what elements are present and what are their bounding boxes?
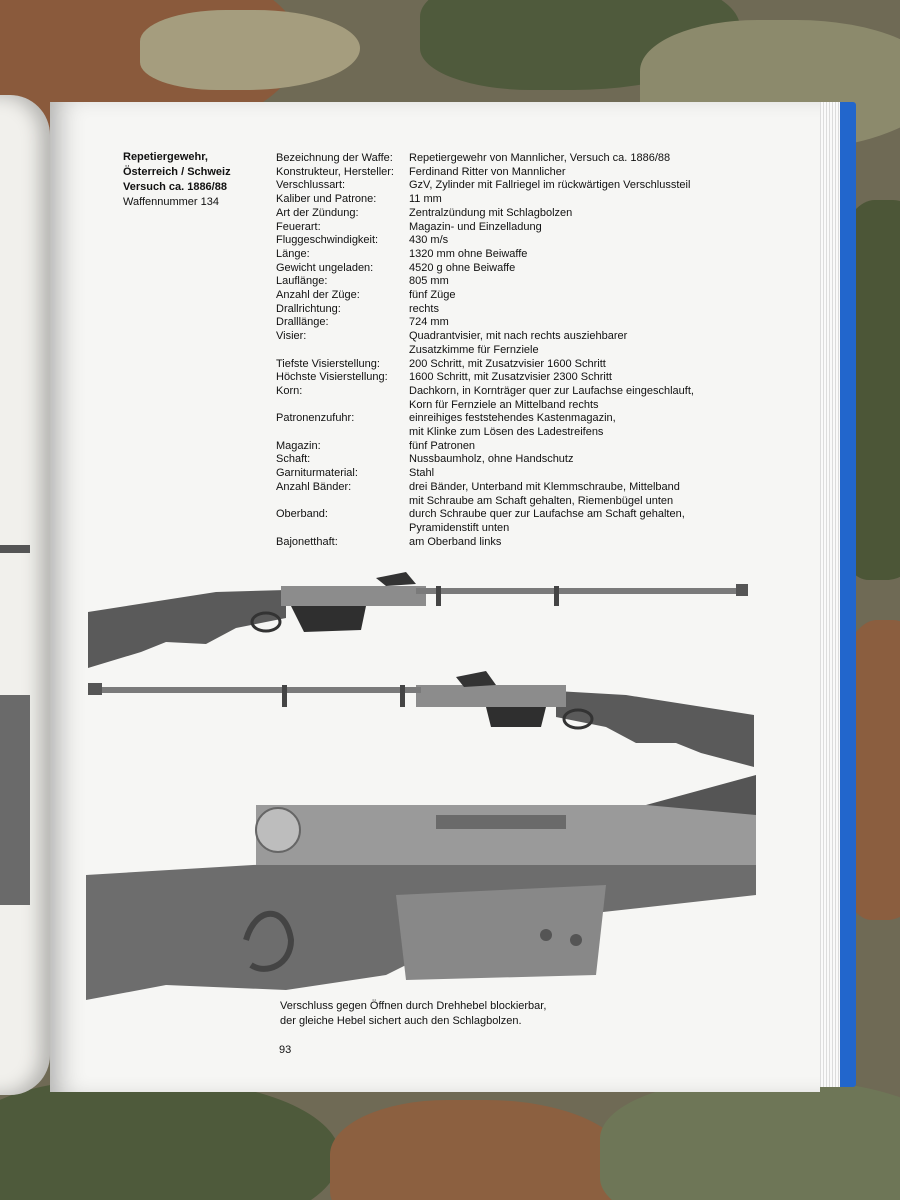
spec-label: Länge: [276, 247, 310, 260]
title-line-3: Versuch ca. 1886/88 [123, 181, 227, 193]
spec-label: Kaliber und Patrone: [276, 193, 377, 206]
spec-label: Oberband: [276, 508, 328, 521]
book-page [50, 102, 820, 1092]
spec-value: am Oberband links [409, 535, 502, 548]
spec-row [276, 481, 706, 495]
spec-value: einreihiges feststehendes Kastenmagazin, [409, 412, 616, 425]
spec-value: 4520 g ohne Beiwaffe [409, 261, 516, 274]
spec-label: Lauflänge: [276, 275, 328, 288]
spec-label: Visier: [276, 330, 307, 343]
spec-value: Zentralzündung mit Schlagbolzen [409, 206, 573, 219]
spec-row [276, 166, 706, 180]
rifle-photo-right-side [86, 572, 756, 672]
blue-book-cover-edge [840, 102, 856, 1087]
spec-row [276, 453, 706, 467]
spec-row [276, 508, 706, 522]
spec-label [276, 344, 409, 358]
spec-value: Ferdinand Ritter von Mannlicher [409, 165, 566, 178]
spec-value: 11 mm [409, 193, 442, 206]
spec-label: Bezeichnung der Waffe: [276, 152, 393, 164]
spec-label: Anzahl Bänder: [276, 480, 352, 493]
caption-line-2: der gleiche Hebel sichert auch den Schlagbolzen. [280, 1015, 522, 1027]
spec-row [276, 440, 706, 454]
spec-value: 805 mm [409, 275, 449, 288]
spec-row [276, 234, 706, 248]
spec-row [276, 344, 706, 358]
spec-row [276, 358, 706, 372]
spec-value: 724 mm [409, 316, 449, 329]
spec-value: 200 Schritt, mit Zusatzvisier 1600 Schritt [409, 357, 606, 370]
spec-value: fünf Züge [409, 289, 456, 302]
spec-value: 430 m/s [409, 234, 449, 247]
spec-value: Quadrantvisier, mit nach rechts ausziehbarer [409, 330, 628, 343]
spec-label: Anzahl der Züge: [276, 289, 360, 302]
spec-row [276, 248, 706, 262]
spec-row [276, 522, 706, 536]
spec-label: Gewicht ungeladen: [276, 261, 374, 274]
spec-row [276, 207, 706, 221]
spec-value: Zusatzkimme für Fernziele [409, 343, 539, 356]
spec-value: Repetiergewehr von Mannlicher, Versuch ca. 1886/88 [409, 152, 671, 164]
spec-value: Magazin- und Einzelladung [409, 220, 542, 233]
spec-label: Korn: [276, 384, 303, 397]
spec-label: Tiefste Visierstellung: [276, 357, 380, 370]
spec-label [276, 426, 409, 440]
spec-row [276, 467, 706, 481]
spec-value: mit Schraube am Schaft gehalten, Riemenbügel unten [409, 494, 674, 507]
spec-label: Garniturmaterial: [276, 467, 358, 480]
spec-value: Stahl [409, 467, 435, 480]
spec-label: Dralllänge: [276, 316, 329, 329]
spec-row [276, 426, 706, 440]
spec-row [276, 221, 706, 235]
spec-row [276, 289, 706, 303]
spec-label [276, 399, 409, 413]
spec-row [276, 179, 706, 193]
spec-row [276, 412, 706, 426]
spec-row [276, 303, 706, 317]
spec-value: 1320 mm ohne Beiwaffe [409, 247, 528, 260]
left-page-edge [0, 95, 50, 1095]
spec-row [276, 316, 706, 330]
spec-label: Feuerart: [276, 220, 321, 233]
spec-value: rechts [409, 302, 439, 315]
spec-label: Magazin: [276, 439, 321, 452]
spec-value: Korn für Fernziele an Mittelband rechts [409, 398, 599, 411]
spec-value: drei Bänder, Unterband mit Klemmschraube, Mittelband [409, 480, 680, 493]
spec-value: durch Schraube quer zur Laufachse am Schaft gehalten, [409, 508, 685, 521]
spec-label [276, 495, 409, 509]
specification-table [276, 152, 706, 549]
rifle-title-block [123, 150, 273, 210]
page-number: 93 [279, 1044, 292, 1056]
spec-label: Konstrukteur, Hersteller: [276, 165, 394, 178]
spec-row [276, 152, 706, 166]
title-line-2: Österreich / Schweiz [123, 166, 231, 178]
spec-label: Drallrichtung: [276, 302, 341, 315]
spec-row [276, 275, 706, 289]
spec-label: Verschlussart: [276, 179, 346, 192]
spec-label: Patronenzufuhr: [276, 412, 355, 425]
spec-row [276, 536, 706, 550]
title-line-1: Repetiergewehr, [123, 151, 208, 163]
spec-row [276, 371, 706, 385]
photo-caption [280, 999, 680, 1029]
spec-row [276, 262, 706, 276]
spec-label: Bajonetthaft: [276, 535, 338, 548]
spec-value: mit Klinke zum Lösen des Ladestreifens [409, 426, 604, 439]
bolt-action-closeup-photo [86, 775, 756, 1005]
spec-value: Dachkorn, in Kornträger quer zur Laufachse eingeschlauft, [409, 384, 694, 397]
caption-line-1: Verschluss gegen Öffnen durch Drehhebel blockierbar, [280, 1000, 547, 1012]
spec-value: GzV, Zylinder mit Fallriegel im rückwärtigen Verschlussteil [409, 179, 691, 192]
spec-label: Schaft: [276, 453, 311, 466]
spec-value: Pyramidenstift unten [409, 521, 510, 534]
spec-row [276, 399, 706, 413]
spec-value: 1600 Schritt, mit Zusatzvisier 2300 Schritt [409, 371, 612, 384]
spec-row [276, 495, 706, 509]
spec-label: Art der Zündung: [276, 206, 359, 219]
spec-row [276, 385, 706, 399]
spec-row [276, 193, 706, 207]
weapon-number: Waffennummer 134 [123, 196, 219, 208]
spec-value: Nussbaumholz, ohne Handschutz [409, 453, 574, 466]
spec-label [276, 522, 409, 536]
rifle-photo-left-side [86, 667, 756, 772]
spec-label: Höchste Visierstellung: [276, 371, 388, 384]
spec-label: Fluggeschwindigkeit: [276, 234, 379, 247]
spec-value: fünf Patronen [409, 439, 476, 452]
spec-row [276, 330, 706, 344]
